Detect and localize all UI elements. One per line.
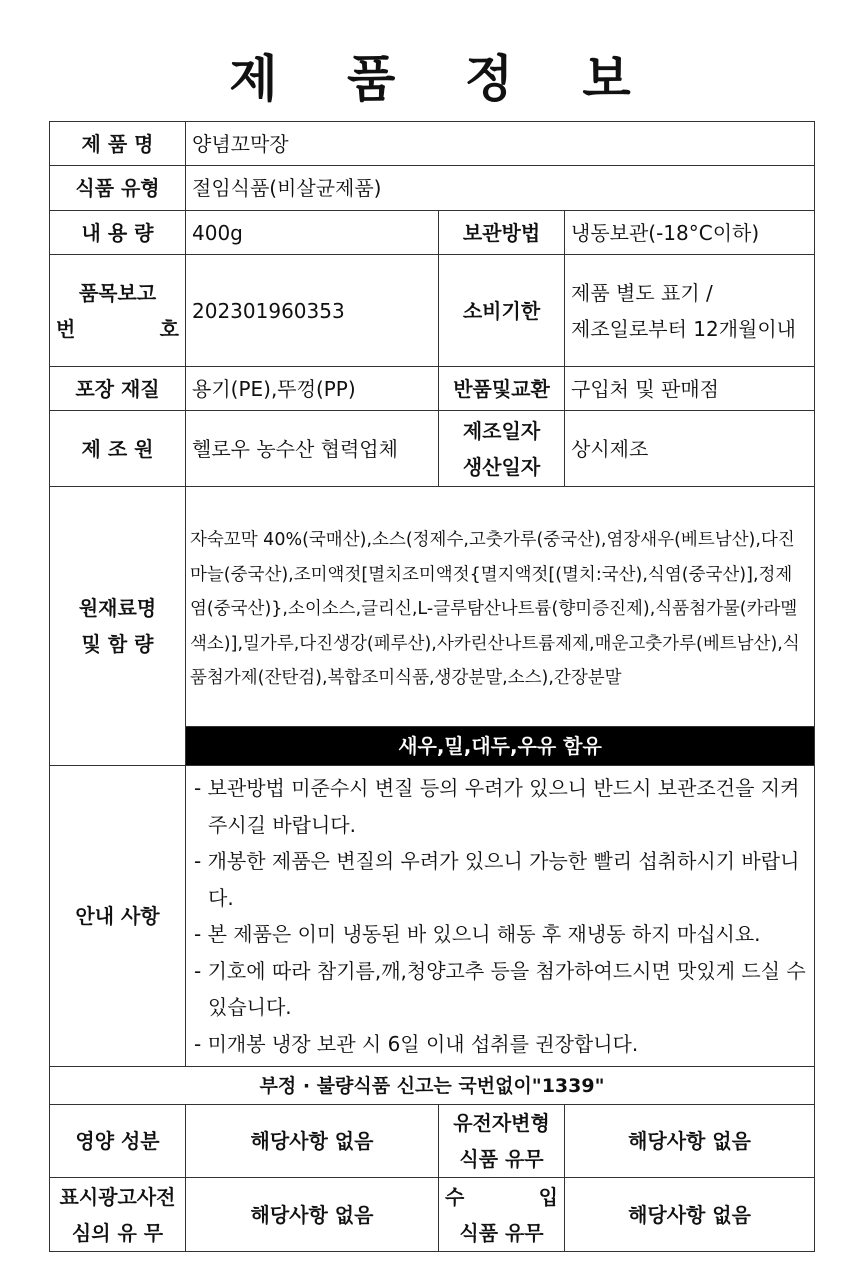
storage-label: 보관방법 <box>439 211 565 255</box>
production-date-value: 상시제조 <box>565 411 815 487</box>
expiry-value-line1: 제품 별도 표기 / <box>571 280 713 305</box>
imported-label-line1 <box>445 1179 558 1215</box>
note-item: - 미개봉 냉장 보관 시 6일 이내 섭취를 권장합니다. <box>194 1031 639 1056</box>
imported-label-line2: 식품 유무 <box>459 1220 544 1245</box>
ad-review-label <box>50 1178 186 1252</box>
ingredients-label-line1: 원재료명 <box>78 596 157 620</box>
expiry-value <box>565 255 815 367</box>
ingredients-label-line2: 및 함 량 <box>81 632 154 656</box>
report-no-value: 202301960353 <box>186 255 439 367</box>
product-info-table <box>49 121 815 1252</box>
gmo-label <box>439 1105 565 1178</box>
notes-list <box>186 766 815 1067</box>
return-label: 반품및교환 <box>439 367 565 411</box>
report-no-label-2a: 번 <box>56 316 76 341</box>
nutrition-value: 해당사항 없음 <box>186 1105 439 1178</box>
report-no-label <box>50 255 186 367</box>
ad-review-value: 해당사항 없음 <box>186 1178 439 1252</box>
volume-label: 내 용 량 <box>50 211 186 255</box>
imported-value: 해당사항 없음 <box>565 1178 815 1252</box>
row-notes <box>50 766 815 1067</box>
product-name-value: 양념꼬막장 <box>186 122 815 166</box>
nutrition-label: 영양 성분 <box>50 1105 186 1178</box>
row-volume-storage <box>50 211 815 255</box>
row-ingredients <box>50 487 815 727</box>
product-name-label: 제 품 명 <box>50 122 186 166</box>
report-no-label-2b: 호 <box>159 316 179 341</box>
row-manufacturer-date <box>50 411 815 487</box>
report-hotline-notice: 부정 · 불량식품 신고는 국번없이"1339" <box>50 1067 815 1105</box>
packaging-value: 용기(PE),뚜껑(PP) <box>186 367 439 411</box>
production-date-label-line1: 제조일자 <box>462 418 541 443</box>
storage-value: 냉동보관(-18°C이하) <box>565 211 815 255</box>
food-type-label: 식품 유형 <box>50 166 186 211</box>
note-item: - 본 제품은 이미 냉동된 바 있으니 해동 후 재냉동 하지 마십시요. <box>194 922 761 946</box>
imported-label <box>439 1178 565 1252</box>
ad-review-label-line2: 심의 유 무 <box>71 1220 164 1245</box>
expiry-value-line2: 제조일로부터 12개월이내 <box>571 316 797 341</box>
row-packaging-return <box>50 367 815 411</box>
gmo-value: 해당사항 없음 <box>565 1105 815 1178</box>
allergy-banner: 새우,밀,대두,우유 함유 <box>186 727 815 766</box>
row-food-type <box>50 166 815 211</box>
row-ad-imported <box>50 1178 815 1252</box>
packaging-label: 포장 재질 <box>50 367 186 411</box>
ingredients-label <box>50 487 186 766</box>
note-item: - 보관방법 미준수시 변질 등의 우려가 있으니 반드시 보관조건을 지켜주시길 바랍니다. <box>194 776 800 837</box>
ad-review-label-line1: 표시광고사전 <box>59 1184 176 1209</box>
row-report-expiry <box>50 255 815 367</box>
report-no-label-line2 <box>56 311 179 347</box>
food-type-value: 절임식품(비살균제품) <box>186 166 815 211</box>
manufacturer-label: 제 조 원 <box>50 411 186 487</box>
row-warning <box>50 1067 815 1105</box>
manufacturer-value: 헬로우 농수산 협력업체 <box>186 411 439 487</box>
volume-value: 400g <box>186 211 439 255</box>
imported-label-1b: 입 <box>538 1184 558 1209</box>
note-item: - 기호에 따라 참기름,깨,청양고추 등을 첨가하여드시면 맛있게 드실 수 있습니다. <box>194 958 806 1019</box>
return-value: 구입처 및 판매점 <box>565 367 815 411</box>
production-date-label <box>439 411 565 487</box>
production-date-label-line2: 생산일자 <box>462 454 541 479</box>
row-nutrition-gmo <box>50 1105 815 1178</box>
ingredients-text: 자숙꼬막 40%(국매산),소스(정제수,고춧가루(중국산),염장새우(베트남산),다진마늘(중국산),조미액젓[멸치조미액젓{멸지액젓[(멸치:국산),식염(중국산)],정제염(중국산)},소이소스,글리신,L-글루탐산나트륨(향미증진제),식품첨가물(카라멜색소)],밀가루,다진생강(페루산),사카린산나트륨제제,매운고춧가루(베트남산),식품첨가제(잔탄검),복합조미식품,생강분말,소스),간장분말 <box>186 487 815 727</box>
note-item: - 개봉한 제품은 변질의 우려가 있으니 가능한 빨리 섭취하시기 바랍니다. <box>194 849 800 910</box>
imported-label-1a: 수 <box>445 1184 465 1209</box>
row-product-name <box>50 122 815 166</box>
report-no-label-line1: 품목보고 <box>78 280 157 305</box>
expiry-label: 소비기한 <box>439 255 565 367</box>
page-title: 제 품 정 보 <box>229 50 657 108</box>
gmo-label-line2: 식품 유무 <box>459 1147 544 1171</box>
notes-label: 안내 사항 <box>50 766 186 1067</box>
gmo-label-line1: 유전자변형 <box>453 1111 550 1135</box>
